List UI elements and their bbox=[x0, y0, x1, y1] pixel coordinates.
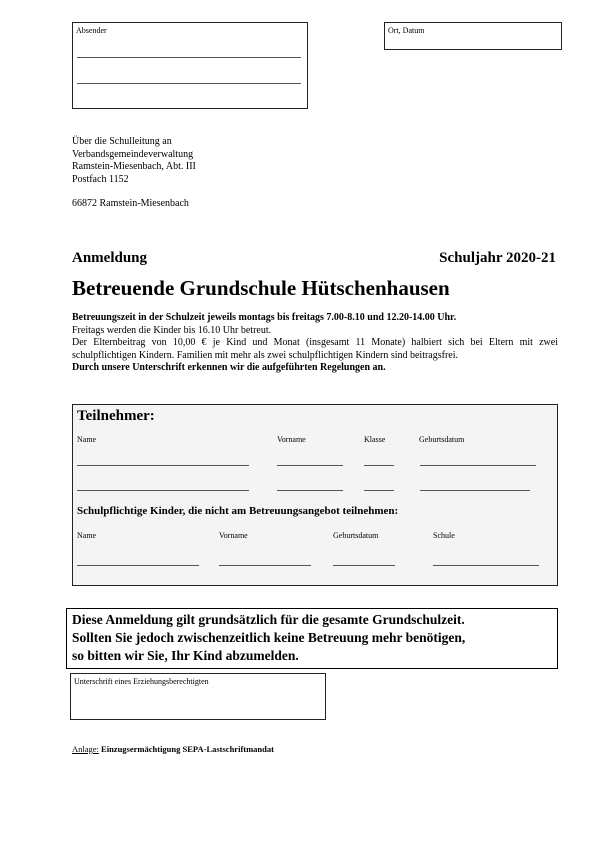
s-vorname-field[interactable] bbox=[219, 565, 311, 566]
col-vorname-label: Vorname bbox=[277, 435, 306, 444]
info-times: Betreuungszeit in der Schulzeit jeweils montags bis freitags 7.00-8.10 und 12.20-14.00 Uhr. bbox=[72, 312, 457, 323]
s-name-field[interactable] bbox=[77, 565, 199, 566]
name-field-2[interactable] bbox=[77, 490, 249, 491]
participants-title: Teilnehmer: bbox=[77, 408, 155, 424]
sender-label: Absender bbox=[76, 26, 107, 35]
place-date-box[interactable] bbox=[384, 22, 562, 50]
s-col-name-label: Name bbox=[77, 531, 97, 540]
info-friday: Freitags werden die Kinder bis 16.10 Uhr betreut. bbox=[72, 324, 272, 336]
name-field-1[interactable] bbox=[77, 465, 249, 466]
heading-schuljahr: Schuljahr 2020-21 bbox=[439, 250, 556, 266]
attachment-note bbox=[72, 744, 274, 754]
info-block bbox=[72, 312, 558, 375]
col-name-label: Name bbox=[77, 435, 97, 444]
s-col-vorname-label: Vorname bbox=[219, 531, 248, 540]
geburtsdatum-field-2[interactable] bbox=[420, 490, 530, 491]
sender-line-2 bbox=[77, 83, 301, 84]
notice-line: Sollten Sie jedoch zwischenzeitlich keine Betreuung mehr benötigen, bbox=[72, 630, 466, 645]
notice-line: so bitten wir Sie, Ihr Kind abzumelden. bbox=[72, 648, 299, 663]
klasse-field-2[interactable] bbox=[364, 490, 394, 491]
geburtsdatum-field-1[interactable] bbox=[420, 465, 536, 466]
s-schule-field[interactable] bbox=[433, 565, 539, 566]
address-line: Über die Schulleitung an bbox=[72, 136, 172, 147]
address-block bbox=[72, 136, 196, 211]
notice-box bbox=[66, 608, 558, 669]
signature-label: Unterschrift eines Erziehungsberechtigten bbox=[74, 677, 209, 686]
vorname-field-2[interactable] bbox=[277, 490, 343, 491]
page-title: Betreuende Grundschule Hütschenhausen bbox=[72, 276, 450, 300]
info-fees: Der Elternbeitrag von 10,00 € je Kind und Monat (insgesamt 11 Monate) halbiert sich bei Eltern mit zwei schulpflichtigen Kindern. Familien mit mehr als zwei schulpflichtigen Kindern sind beitragsfrei. bbox=[72, 337, 558, 361]
col-klasse-label: Klasse bbox=[364, 435, 386, 444]
sender-line-1 bbox=[77, 57, 301, 58]
address-city: 66872 Ramstein-Miesenbach bbox=[72, 198, 189, 209]
sender-box[interactable] bbox=[72, 22, 308, 109]
vorname-field-1[interactable] bbox=[277, 465, 343, 466]
attachment-label: Anlage: bbox=[72, 744, 99, 754]
s-col-schule-label: Schule bbox=[433, 531, 455, 540]
siblings-title: Schulpflichtige Kinder, die nicht am Betreuungsangebot teilnehmen: bbox=[77, 505, 399, 517]
address-line: Postfach 1152 bbox=[72, 173, 129, 185]
s-col-geburtsdatum-label: Geburtsdatum bbox=[333, 531, 379, 540]
notice-line: Diese Anmeldung gilt grundsätzlich für die gesamte Grundschulzeit. bbox=[72, 612, 465, 627]
attachment-text: Einzugsermächtigung SEPA-Lastschriftmandat bbox=[101, 744, 274, 754]
col-geburtsdatum-label: Geburtsdatum bbox=[419, 435, 465, 444]
place-date-label: Ort, Datum bbox=[388, 26, 425, 35]
info-agreement: Durch unsere Unterschrift erkennen wir die aufgeführten Regelungen an. bbox=[72, 362, 386, 373]
address-line: Ramstein-Miesenbach, Abt. III bbox=[72, 161, 196, 172]
klasse-field-1[interactable] bbox=[364, 465, 394, 466]
s-geburtsdatum-field[interactable] bbox=[333, 565, 395, 566]
heading-anmeldung: Anmeldung bbox=[72, 250, 148, 266]
address-line: Verbandsgemeindeverwaltung bbox=[72, 148, 194, 160]
participants-box bbox=[72, 404, 558, 586]
signature-box[interactable] bbox=[70, 673, 326, 720]
